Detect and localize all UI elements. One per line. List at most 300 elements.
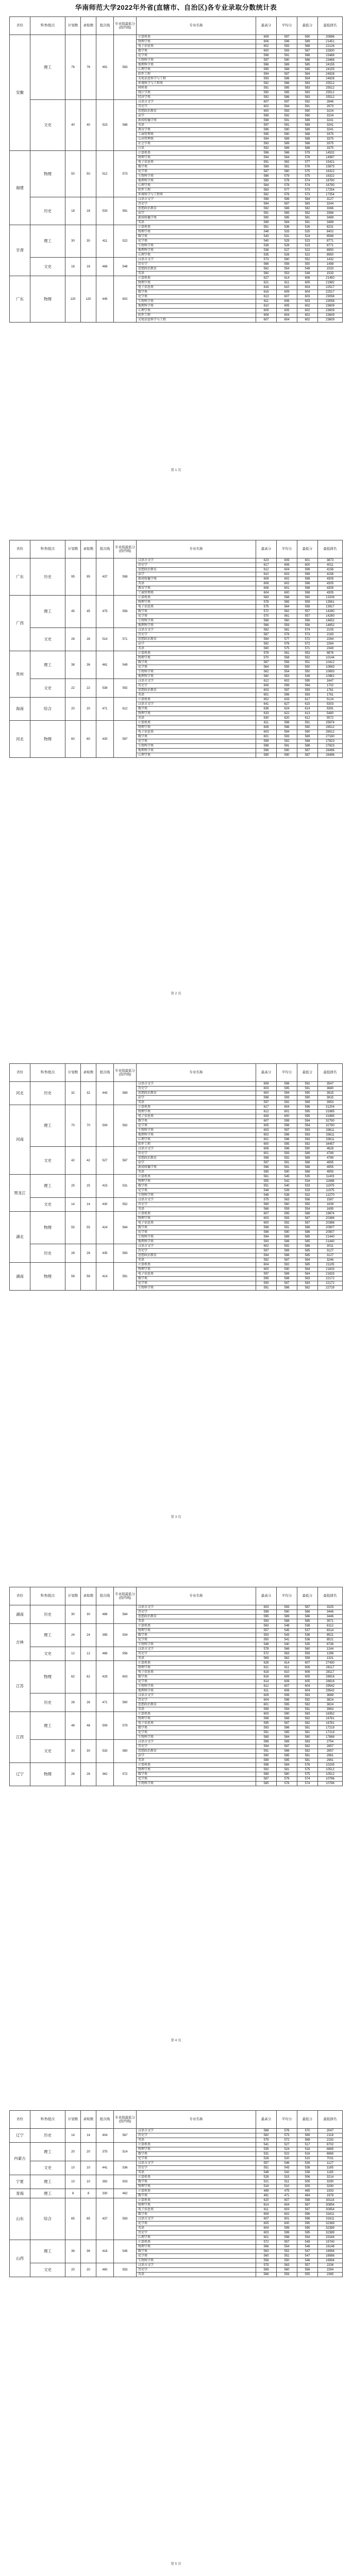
major-name-cell: 生物科学类 xyxy=(137,58,256,63)
max-score-cell: 611 xyxy=(256,1689,277,1693)
major-name-cell: 心理学类 xyxy=(137,753,256,758)
province-cell: 广东 xyxy=(10,558,30,596)
group-min-score-cell: 592 xyxy=(114,679,137,698)
major-name-cell: 英语 xyxy=(137,1758,256,1763)
min-score-cell: 532 xyxy=(297,1193,318,1198)
max-score-cell: 540 xyxy=(256,239,277,244)
min-score-cell: 582 xyxy=(297,211,318,216)
max-score-cell: 550 xyxy=(256,1638,277,1642)
max-score-cell: 595 xyxy=(256,1277,277,1281)
min-score-cell: 596 xyxy=(297,2212,318,2217)
major-name-cell: 环境科学与工程类 xyxy=(137,193,256,197)
max-score-cell: 604 xyxy=(256,1263,277,1267)
major-name-cell: 思想政治教育 xyxy=(137,1156,256,1161)
min-score-cell: 602 xyxy=(297,304,318,309)
major-name-cell: 汉语言文学 xyxy=(137,702,256,707)
avg-score-cell: 590 xyxy=(277,753,297,758)
max-score-cell: 611 xyxy=(256,299,277,304)
avg-score-cell: 590 xyxy=(277,58,297,63)
major-name-cell: 电子信息类 xyxy=(137,160,256,165)
batch-line-cell: 514 xyxy=(96,628,114,651)
batch-line-cell: 414 xyxy=(96,1263,114,1291)
avg-score-cell: 602 xyxy=(277,582,297,586)
max-score-cell: 557 xyxy=(256,1629,277,1633)
major-name-cell: 生物科学类 xyxy=(137,744,256,749)
major-name-cell: 汉语言文学 xyxy=(137,628,256,633)
min-rank-cell: 33611 xyxy=(318,1133,343,1138)
avg-score-cell: 600 xyxy=(277,591,297,596)
min-rank-cell: 2349 xyxy=(318,647,343,651)
major-name-cell: 电子信息类 xyxy=(137,285,256,290)
min-score-cell: 590 xyxy=(297,1091,318,1096)
min-rank-cell: 3104 xyxy=(318,114,343,118)
min-score-cell: 592 xyxy=(297,1082,318,1087)
min-rank-cell: 3127 xyxy=(318,197,343,202)
min-score-cell: 549 xyxy=(297,272,318,276)
major-name-cell: 数学类 xyxy=(137,609,256,614)
major-name-cell: 英语 xyxy=(137,123,256,128)
max-score-cell: 584 xyxy=(256,637,277,642)
max-score-cell: 601 xyxy=(256,1703,277,1707)
batch-line-cell: 392 xyxy=(96,2175,114,2189)
min-rank-cell: 27160 xyxy=(318,735,343,739)
max-score-cell: 597 xyxy=(256,1161,277,1165)
min-rank-cell: 2857 xyxy=(318,1749,343,1754)
avg-score-cell: 541 xyxy=(277,1638,297,1642)
major-name-cell: 心理学类 xyxy=(137,309,256,313)
min-rank-cell: 20896 xyxy=(318,35,343,40)
min-score-cell: 517 xyxy=(297,2143,318,2147)
admitted-count-cell: 18 xyxy=(81,197,96,225)
admitted-count-cell: 45 xyxy=(81,596,96,628)
table-row xyxy=(10,558,343,563)
max-score-cell: 538 xyxy=(256,244,277,248)
major-name-cell: 历史学 xyxy=(137,633,256,637)
min-rank-cell: 23609 xyxy=(318,304,343,309)
max-score-cell: 598 xyxy=(256,1156,277,1161)
major-name-cell: 物理学类 xyxy=(137,1179,256,1184)
avg-score-cell: 557 xyxy=(277,2240,297,2245)
admitted-count-cell: 58 xyxy=(81,1263,96,1291)
min-score-cell: 576 xyxy=(297,165,318,170)
major-name-cell: 地理科学类 xyxy=(137,749,256,753)
major-name-cell: 物理学类 xyxy=(137,1629,256,1633)
admitted-count-cell: 95 xyxy=(81,558,96,596)
avg-score-cell: 592 xyxy=(277,1244,297,1249)
min-score-cell: 593 xyxy=(297,688,318,693)
group-min-score-cell: 503 xyxy=(114,2175,137,2189)
subject-cell: 理工 xyxy=(30,35,65,100)
min-rank-cell: 14652 xyxy=(318,619,343,623)
min-rank-cell: 4156 xyxy=(318,572,343,577)
min-score-cell: 549 xyxy=(297,2240,318,2245)
major-name-cell: 教育学类 xyxy=(137,586,256,591)
group-min-score-cell: 612 xyxy=(114,698,137,721)
avg-score-cell: 524 xyxy=(277,2147,297,2152)
max-score-cell: 601 xyxy=(256,693,277,698)
avg-score-cell: 561 xyxy=(277,614,297,619)
column-header: 录取数 xyxy=(81,17,96,35)
min-score-cell: 593 xyxy=(297,1128,318,1133)
table-row xyxy=(10,2198,343,2203)
admitted-count-cell: 30 xyxy=(81,1605,96,1624)
avg-score-cell: 592 xyxy=(277,114,297,118)
max-score-cell: 616 xyxy=(256,290,277,295)
batch-line-cell: 362 xyxy=(96,1763,114,1786)
max-score-cell: 546 xyxy=(256,230,277,234)
min-score-cell: 589 xyxy=(297,1156,318,1161)
group-min-score-cell: 581 xyxy=(114,1263,137,1291)
min-score-cell: 552 xyxy=(297,258,318,262)
min-rank-cell: 1702 xyxy=(318,684,343,688)
min-rank-cell: 10412 xyxy=(318,660,343,665)
avg-score-cell: 589 xyxy=(277,197,297,202)
major-name-cell: 汉语言文学 xyxy=(137,2263,256,2268)
avg-score-cell: 580 xyxy=(277,170,297,174)
min-score-cell: 582 xyxy=(297,1717,318,1721)
min-score-cell: 588 xyxy=(297,1165,318,1170)
avg-score-cell: 592 xyxy=(277,1156,297,1161)
min-rank-cell: 17254 xyxy=(318,193,343,197)
major-name-cell: 历史学 xyxy=(137,1698,256,1703)
min-score-cell: 607 xyxy=(297,1661,318,1666)
avg-score-cell: 577 xyxy=(277,637,297,642)
column-header: 批次线 xyxy=(96,17,114,35)
avg-score-cell: 572 xyxy=(277,2138,297,2143)
major-name-cell: 汉语言文学 xyxy=(137,258,256,262)
max-score-cell: 594 xyxy=(256,1744,277,1749)
group-min-score-cell: 587 xyxy=(114,721,137,758)
avg-score-cell: 545 xyxy=(277,1175,297,1179)
avg-score-cell: 587 xyxy=(277,1258,297,1263)
major-name-cell: 化学类 xyxy=(137,1777,256,1782)
column-header: 科类/批次 xyxy=(30,2111,65,2129)
min-rank-cell: 6865 xyxy=(318,2152,343,2157)
major-name-cell: 计算机类 xyxy=(137,1175,256,1179)
major-name-cell: 汉语言文学 xyxy=(137,1740,256,1744)
major-name-cell: 工商管理类 xyxy=(137,591,256,596)
admitted-count-cell: 20 xyxy=(81,2263,96,2277)
max-score-cell: 551 xyxy=(256,225,277,230)
batch-line-cell: 411 xyxy=(96,225,114,258)
max-score-cell: 582 xyxy=(256,2133,277,2138)
avg-score-cell: 559 xyxy=(277,1207,297,1212)
admitted-count-cell: 25 xyxy=(81,1175,96,1198)
subject-cell: 历史 xyxy=(30,1693,65,1712)
min-score-cell: 555 xyxy=(297,2273,318,2277)
min-score-cell: 587 xyxy=(297,1216,318,1221)
min-score-cell: 586 xyxy=(297,1230,318,1235)
avg-score-cell: 526 xyxy=(277,253,297,258)
avg-score-cell: 573 xyxy=(277,2133,297,2138)
avg-score-cell: 584 xyxy=(277,1763,297,1768)
max-score-cell: 592 xyxy=(256,1258,277,1263)
min-rank-cell: 1639 xyxy=(318,1202,343,1207)
min-rank-cell: 1244 xyxy=(318,1647,343,1652)
min-score-cell: 549 xyxy=(297,267,318,272)
min-score-cell: 560 xyxy=(297,596,318,600)
major-name-cell: 计算机类 xyxy=(137,2175,256,2180)
max-score-cell: 601 xyxy=(256,1138,277,1142)
column-header: 录取数 xyxy=(81,2111,96,2129)
column-header: 最低分 xyxy=(297,1064,318,1082)
major-name-cell: 汉语言文学 xyxy=(137,1605,256,1610)
avg-score-cell: 596 xyxy=(277,1147,297,1151)
column-header: 计划数 xyxy=(65,1587,81,1605)
column-header: 科类/批次 xyxy=(30,1064,65,1082)
max-score-cell: 593 xyxy=(256,1281,277,1286)
column-header: 最高分 xyxy=(256,1587,277,1605)
min-score-cell: 588 xyxy=(297,146,318,151)
min-rank-cell: 28816 xyxy=(318,1680,343,1684)
major-name-cell: 生物科学类 xyxy=(137,1235,256,1240)
subject-cell: 文史 xyxy=(30,100,65,151)
major-name-cell: 化学类 xyxy=(137,170,256,174)
admitted-count-cell: 32 xyxy=(81,1082,96,1105)
table-row xyxy=(10,2240,343,2245)
major-name-cell: 思想政治教育 xyxy=(137,1749,256,1754)
avg-score-cell: 581 xyxy=(277,165,297,170)
avg-score-cell: 511 xyxy=(277,2180,297,2184)
avg-score-cell: 552 xyxy=(277,2249,297,2254)
admitted-count-cell: 22 xyxy=(81,679,96,698)
min-score-cell: 573 xyxy=(297,188,318,193)
column-header: 最高分 xyxy=(256,2111,277,2129)
min-rank-cell: 14987 xyxy=(318,156,343,160)
max-score-cell: 617 xyxy=(256,563,277,568)
major-name-cell: 思想政治教育 xyxy=(137,1703,256,1707)
score-table xyxy=(9,1063,343,1291)
max-score-cell: 583 xyxy=(256,596,277,600)
min-rank-cell: 13208 xyxy=(318,596,343,600)
column-header: 省份 xyxy=(10,2111,30,2129)
column-header: 计划数 xyxy=(65,1064,81,1082)
max-score-cell: 566 xyxy=(256,623,277,628)
admitted-count-cell: 20 xyxy=(81,698,96,721)
min-score-cell: 590 xyxy=(297,109,318,114)
avg-score-cell: 587 xyxy=(277,1744,297,1749)
min-rank-cell: 22172 xyxy=(318,1277,343,1281)
min-score-cell: 583 xyxy=(297,86,318,91)
max-score-cell: 591 xyxy=(256,86,277,91)
avg-score-cell: 603 xyxy=(277,572,297,577)
min-score-cell: 585 xyxy=(297,1263,318,1267)
avg-score-cell: 559 xyxy=(277,623,297,628)
major-name-cell: 地理科学类 xyxy=(137,1689,256,1693)
min-rank-cell: 24155 xyxy=(318,63,343,67)
major-name-cell: 化学类 xyxy=(137,2254,256,2259)
min-rank-cell: 26512 xyxy=(318,725,343,730)
min-rank-cell: 30854 xyxy=(318,2208,343,2212)
min-rank-cell: 22517 xyxy=(318,285,343,290)
group-min-score-cell: 603 xyxy=(114,1661,137,1693)
plan-count-cell: 28 xyxy=(65,628,81,651)
avg-score-cell: 575 xyxy=(277,647,297,651)
page-number: 第 1 页 xyxy=(171,468,181,472)
avg-score-cell: 578 xyxy=(277,633,297,637)
subject-cell: 物理 xyxy=(30,151,65,197)
avg-score-cell: 538 xyxy=(277,1193,297,1198)
avg-score-cell: 633 xyxy=(277,698,297,702)
group-min-score-cell: 602 xyxy=(114,276,137,323)
min-score-cell: 583 xyxy=(297,81,318,86)
avg-score-cell: 527 xyxy=(277,248,297,253)
group-min-score-cell: 584 xyxy=(114,1212,137,1244)
min-rank-cell: 21440 xyxy=(318,1240,343,1244)
min-rank-cell: 2192 xyxy=(318,2138,343,2143)
max-score-cell: 589 xyxy=(256,1772,277,1777)
major-name-cell: 物理学类 xyxy=(137,1666,256,1670)
max-score-cell: 591 xyxy=(256,1731,277,1735)
min-rank-cell: 1533 xyxy=(318,272,343,276)
max-score-cell: 546 xyxy=(256,1193,277,1198)
max-score-cell: 551 xyxy=(256,1184,277,1189)
min-rank-cell: 31985 xyxy=(318,1114,343,1119)
min-score-cell: 581 xyxy=(297,1731,318,1735)
table-row xyxy=(10,100,343,105)
min-score-cell: 538 xyxy=(297,1624,318,1629)
plan-count-cell: 55 xyxy=(65,1212,81,1244)
avg-score-cell: 598 xyxy=(277,2235,297,2240)
avg-score-cell: 595 xyxy=(277,1212,297,1216)
major-name-cell: 化学类 xyxy=(137,295,256,299)
max-score-cell: 618 xyxy=(256,1670,277,1675)
min-rank-cell: 30854 xyxy=(318,2203,343,2208)
max-score-cell: 603 xyxy=(256,1087,277,1091)
table-row xyxy=(10,721,343,725)
subject-cell: 理工 xyxy=(30,1175,65,1198)
avg-score-cell: 543 xyxy=(277,1633,297,1638)
group-min-score-cell: 588 xyxy=(114,100,137,151)
min-rank-cell: 14280 xyxy=(318,609,343,614)
major-name-cell: 计算机类 xyxy=(137,698,256,702)
min-score-cell: 560 xyxy=(297,1647,318,1652)
min-rank-cell: 1933 xyxy=(318,2189,343,2194)
min-rank-cell: 2264 xyxy=(318,642,343,647)
admitted-count-cell: 76 xyxy=(81,35,96,100)
max-score-cell: 548 xyxy=(256,1642,277,1647)
min-rank-cell: 23609 xyxy=(318,313,343,318)
min-score-cell: 535 xyxy=(297,1642,318,1647)
avg-score-cell: 587 xyxy=(277,1281,297,1286)
min-score-cell: 557 xyxy=(297,2263,318,2268)
major-name-cell: 历史学 xyxy=(137,2133,256,2138)
max-score-cell: 602 xyxy=(256,1244,277,1249)
min-score-cell: 606 xyxy=(297,1670,318,1675)
max-score-cell: 591 xyxy=(256,211,277,216)
batch-line-cell: 466 xyxy=(96,1647,114,1661)
max-score-cell: 592 xyxy=(256,207,277,211)
avg-score-cell: 554 xyxy=(277,267,297,272)
major-name-cell: 历史学 xyxy=(137,202,256,207)
avg-score-cell: 590 xyxy=(277,1170,297,1175)
min-score-cell: 523 xyxy=(297,239,318,244)
subject-cell: 理工 xyxy=(30,1712,65,1740)
group-min-score-cell: 593 xyxy=(114,2198,137,2240)
min-rank-cell: 11403 xyxy=(318,1175,343,1179)
min-rank-cell: 15421 xyxy=(318,160,343,165)
subject-cell: 文史 xyxy=(30,1647,65,1661)
min-rank-cell: 16322 xyxy=(318,174,343,179)
min-score-cell: 595 xyxy=(297,2226,318,2231)
major-name-cell: 历史学 xyxy=(137,2231,256,2235)
major-name-cell: 历史学 xyxy=(137,2166,256,2171)
min-rank-cell: 4955 xyxy=(318,1161,343,1165)
major-name-cell: 英语 xyxy=(137,1656,256,1661)
admitted-count-cell: 26 xyxy=(81,1693,96,1712)
group-min-score-cell: 581 xyxy=(114,197,137,225)
min-rank-cell: 15740 xyxy=(318,2240,343,2245)
batch-line-cell: 330 xyxy=(96,2189,114,2198)
batch-line-cell: 512 xyxy=(96,151,114,197)
province-cell: 山东 xyxy=(10,2198,30,2240)
min-score-cell: 593 xyxy=(297,1133,318,1138)
min-rank-cell: 2754 xyxy=(318,1740,343,1744)
table-row xyxy=(10,1082,343,1087)
group-min-score-cell: 548 xyxy=(114,258,137,276)
min-rank-cell: 32790 xyxy=(318,1124,343,1128)
major-name-cell: 数学类 xyxy=(137,1772,256,1777)
avg-score-cell: 581 xyxy=(277,628,297,633)
min-rank-cell: 33611 xyxy=(318,1128,343,1133)
group-min-score-cell: 567 xyxy=(114,2129,137,2143)
max-score-cell: 600 xyxy=(256,1142,277,1147)
min-score-cell: 584 xyxy=(297,1272,318,1277)
avg-score-cell: 591 xyxy=(277,744,297,749)
min-score-cell: 587 xyxy=(297,749,318,753)
max-score-cell: 609 xyxy=(256,577,277,582)
province-cell: 江西 xyxy=(10,1712,30,1763)
batch-line-cell: 538 xyxy=(96,679,114,698)
min-score-cell: 592 xyxy=(297,1703,318,1707)
avg-score-cell: 610 xyxy=(277,285,297,290)
min-score-cell: 525 xyxy=(297,230,318,234)
subject-cell: 文史 xyxy=(30,2263,65,2277)
avg-score-cell: 587 xyxy=(277,1721,297,1726)
major-name-cell: 物理学类 xyxy=(137,1110,256,1114)
avg-score-cell: 593 xyxy=(277,1151,297,1156)
max-score-cell: 604 xyxy=(256,1698,277,1703)
min-rank-cell: 8588 xyxy=(318,234,343,239)
avg-score-cell: 589 xyxy=(277,137,297,142)
min-rank-cell: 5391 xyxy=(318,707,343,711)
avg-score-cell: 540 xyxy=(277,1642,297,1647)
column-header: 录取数 xyxy=(81,1064,96,1082)
min-rank-cell: 29542 xyxy=(318,1689,343,1693)
major-name-cell: 新闻传播学类 xyxy=(137,577,256,582)
avg-score-cell: 593 xyxy=(277,1216,297,1221)
min-rank-cell: 15873 xyxy=(318,165,343,170)
min-score-cell: 593 xyxy=(297,1693,318,1698)
major-name-cell: 计算机类 xyxy=(137,651,256,656)
major-name-cell: 历史学 xyxy=(137,105,256,109)
batch-line-cell: 509 xyxy=(96,1712,114,1740)
min-score-cell: 585 xyxy=(297,67,318,72)
min-rank-cell: 25874 xyxy=(318,721,343,725)
min-score-cell: 559 xyxy=(297,1652,318,1656)
major-name-cell: 英语 xyxy=(137,2273,256,2277)
min-rank-cell: 3241 xyxy=(318,118,343,123)
major-name-cell: 公共管理类 xyxy=(137,137,256,142)
subject-cell: 文史 xyxy=(30,1740,65,1763)
avg-score-cell: 554 xyxy=(277,670,297,674)
min-score-cell: 603 xyxy=(297,295,318,299)
major-name-cell: 物理学类 xyxy=(137,1768,256,1772)
avg-score-cell: 598 xyxy=(277,1082,297,1087)
avg-score-cell: 576 xyxy=(277,642,297,647)
max-score-cell: 606 xyxy=(256,586,277,591)
subject-cell: 文史 xyxy=(30,628,65,651)
